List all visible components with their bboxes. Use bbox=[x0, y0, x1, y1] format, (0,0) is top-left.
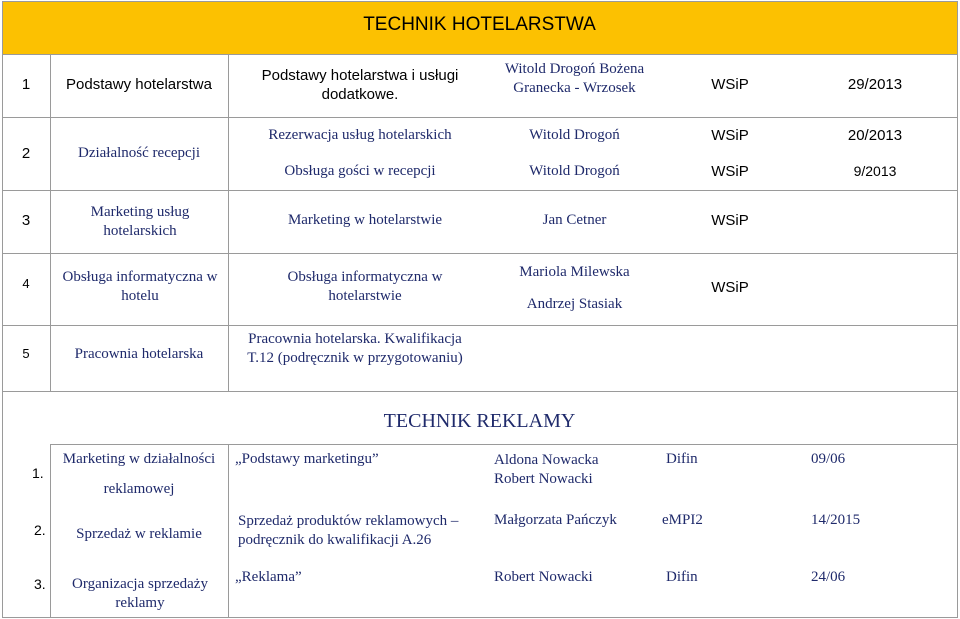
textbook-cell: „Reklama” bbox=[235, 569, 302, 585]
subject-cell: Pracownia hotelarska bbox=[74, 346, 204, 362]
publisher-cell: WSiP bbox=[711, 279, 749, 296]
row-number: 3 bbox=[21, 212, 31, 229]
row-number: 2. bbox=[34, 522, 46, 538]
subject-cell: Organizacja sprzedaży reklamy bbox=[72, 576, 208, 611]
row-number: 1. bbox=[32, 465, 44, 481]
approval-number: 29/2013 bbox=[847, 76, 903, 93]
approval-number: 20/2013 bbox=[847, 127, 903, 144]
subject-cell: Marketing usług hotelarskich bbox=[90, 204, 190, 239]
textbook-cell: „Podstawy marketingu” bbox=[235, 451, 379, 467]
row-number: 4 bbox=[22, 276, 30, 291]
publisher-cell: Difin bbox=[666, 451, 698, 467]
grid-line bbox=[2, 253, 958, 254]
approval-number: 09/06 bbox=[811, 451, 846, 467]
publisher-cell: eMPI2 bbox=[662, 512, 703, 528]
row-number: 1 bbox=[21, 76, 31, 93]
grid-line bbox=[228, 54, 229, 391]
subject-cell: Obsługa informatyczna w hotelu bbox=[62, 269, 218, 304]
publisher-cell: Difin bbox=[666, 569, 698, 585]
publisher-cell: WSiP bbox=[711, 127, 749, 144]
publisher-cell: WSiP bbox=[711, 212, 749, 229]
author-cell: Małgorzata Pańczyk bbox=[494, 512, 617, 528]
author-cell: Witold Drogoń bbox=[529, 163, 620, 179]
row-number: 3. bbox=[34, 576, 46, 592]
row-number: 2 bbox=[21, 145, 31, 162]
textbook-cell: Pracownia hotelarska. Kwalifikacja T.12 (podręcznik w przygotowaniu) bbox=[247, 331, 463, 366]
grid-line bbox=[228, 444, 229, 618]
textbook-cell: Obsługa informatyczna w hotelarstwie bbox=[287, 269, 443, 304]
grid-line bbox=[2, 1, 3, 618]
grid-line bbox=[2, 54, 958, 55]
subject-cell: Sprzedaż w reklamie bbox=[76, 526, 202, 542]
author-cell: Witold Drogoń bbox=[529, 127, 620, 143]
textbook-cell: Rezerwacja usług hotelarskich bbox=[268, 127, 452, 143]
publisher-cell: WSiP bbox=[711, 163, 749, 180]
textbook-cell: Sprzedaż produktów reklamowych – podręcznik do kwalifikacji A.26 bbox=[238, 513, 459, 548]
approval-number: 14/2015 bbox=[811, 512, 861, 528]
section-title-ads: TECHNIK REKLAMY bbox=[383, 410, 576, 432]
grid-line bbox=[50, 54, 51, 391]
textbook-cell: Podstawy hotelarstwa i usługi dodatkowe. bbox=[261, 67, 459, 103]
grid-line bbox=[2, 617, 958, 618]
author-cell: Witold Drogoń Bożena Granecka - Wrzosek bbox=[504, 61, 645, 96]
subject-cell: reklamowej bbox=[103, 481, 175, 497]
grid-line bbox=[2, 1, 958, 2]
grid-line bbox=[957, 1, 958, 618]
publisher-cell: WSiP bbox=[711, 76, 749, 93]
author-cell: Mariola Milewska bbox=[519, 264, 630, 280]
row-number: 5 bbox=[22, 346, 30, 361]
grid-line bbox=[50, 444, 957, 445]
grid-line bbox=[2, 325, 958, 326]
grid-line bbox=[2, 190, 958, 191]
subject-cell: Marketing w działalności bbox=[62, 451, 216, 467]
approval-number: 9/2013 bbox=[853, 163, 897, 179]
author-cell: Aldona Nowacka Robert Nowacki bbox=[494, 452, 599, 487]
textbook-cell: Marketing w hotelarstwie bbox=[287, 212, 443, 228]
author-cell: Jan Cetner bbox=[542, 212, 607, 228]
approval-number: 24/06 bbox=[811, 569, 846, 585]
section-title-hotel: TECHNIK HOTELARSTWA bbox=[363, 14, 596, 35]
subject-cell: Podstawy hotelarstwa bbox=[66, 76, 212, 93]
author-cell: Robert Nowacki bbox=[494, 569, 593, 585]
subject-cell: Działalność recepcji bbox=[77, 145, 200, 161]
grid-line bbox=[2, 391, 958, 392]
author-cell: Andrzej Stasiak bbox=[526, 296, 623, 312]
textbook-cell: Obsługa gości w recepcji bbox=[284, 163, 436, 179]
grid-line bbox=[2, 117, 958, 118]
